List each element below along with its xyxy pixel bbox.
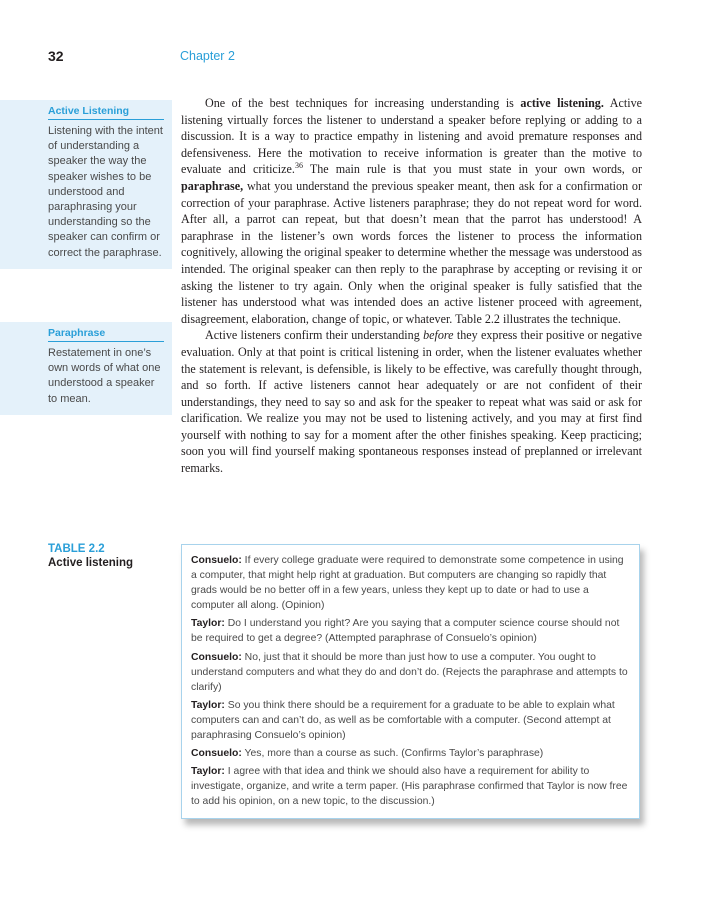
dialogue-turn bbox=[191, 698, 631, 743]
text-run: The main rule is that you must state in your own words, or bbox=[302, 162, 642, 177]
dialogue-turn bbox=[191, 764, 631, 809]
dialogue-turn bbox=[191, 616, 631, 646]
dialogue-text: No, just that it should be more than just how to use a computer. You ought to understand computers and what they do and don’t do. (Rejects the paraphrase and attempts to clarify) bbox=[191, 651, 628, 693]
margin-term: Active Listening bbox=[48, 105, 164, 120]
text-run: Active listening virtually forces the listener to understand a speaker before replying or adding to a discussion. It is a way to practice empathy in listening and avoid premature responses and defensiveness. Here the motivation to receive information is greater than the motive to evaluate and criticize. bbox=[181, 96, 642, 177]
speaker-name: Consuelo: bbox=[191, 555, 242, 566]
key-term-active-listening: active listening. bbox=[520, 96, 604, 110]
table-number: TABLE 2.2 bbox=[48, 543, 105, 555]
speaker-name: Consuelo: bbox=[191, 651, 242, 663]
margin-definition: Listening with the intent of understanding a speaker the way the speaker wishes to be understood and paraphrasing your understanding so the speaker can confirm or correct the paraphrase. bbox=[48, 125, 163, 259]
body-paragraph bbox=[181, 327, 642, 476]
table-title: Active listening bbox=[48, 557, 133, 569]
speaker-name: Taylor: bbox=[191, 766, 225, 778]
chapter-label: Chapter 2 bbox=[180, 49, 235, 63]
speaker-name: Taylor: bbox=[191, 618, 225, 630]
body-paragraph bbox=[181, 95, 642, 327]
page-number: 32 bbox=[48, 48, 64, 64]
footnote-ref: 36 bbox=[294, 161, 303, 171]
dialogue-text: Do I understand you right? Are you saying that a computer science course should not be required to get a degree? (Attempted paraphrase of Consuelo’s opinion) bbox=[191, 618, 620, 645]
table-label bbox=[48, 543, 133, 569]
margin-note-active-listening bbox=[0, 100, 172, 269]
body-text bbox=[181, 95, 642, 477]
emphasis: before bbox=[423, 328, 454, 343]
text-run: One of the best techniques for increasing understanding is bbox=[205, 96, 521, 110]
dialogue-table bbox=[181, 544, 640, 819]
dialogue-text: If every college graduate were required to demonstrate some competence in using a computer, that might help right at graduation. But computers are changing so rapidly that grads would be no better off in a few years, unless they kept up to date or had to use a computer all along. (Opinion) bbox=[191, 555, 624, 612]
dialogue-turn bbox=[191, 746, 631, 761]
key-term-paraphrase: paraphrase, bbox=[181, 178, 244, 193]
margin-note-paraphrase bbox=[0, 322, 172, 415]
margin-definition: Restatement in one’s own words of what one understood a speaker to mean. bbox=[48, 347, 161, 405]
dialogue-text: I agree with that idea and think we should also have a requirement for ability to investigate, organize, and write a term paper. (His paraphrase confirmed that Taylor is now free to add his opinion, on a new topic, to the discussion.) bbox=[191, 766, 628, 808]
speaker-name: Consuelo: bbox=[191, 748, 242, 760]
text-run: what you understand the previous speaker meant, then ask for a confirmation or correction of your paraphrase. Active listeners paraphrase; they do not repeat word for word. After all, a parrot can repeat, but that doesn’t mean that the parrot has understood! A paraphrase in the listener’s own words forces the listener to process the information cognitively, allowing the original speaker to determine whether the message was understood as intended. The original speaker can then reply to the paraphrase by accepting or revising it or asking the listener to try again. Only when the original speaker is fully satisfied that the listener has understood what was intended does an active listener proceed with agreement, disagreement, elaboration, change of topic, or whatever. Table 2.2 illustrates the technique. bbox=[181, 178, 642, 326]
text-run: Active listeners confirm their understanding bbox=[205, 328, 424, 343]
dialogue-text: Yes, more than a course as such. (Confirms Taylor’s paraphrase) bbox=[241, 748, 544, 760]
speaker-name: Taylor: bbox=[191, 699, 225, 711]
text-run: they express their positive or negative evaluation. Only at that point is critical listening in order, when the listener evaluates whether the statement is relevant, is defensible, is likely to be effective, was carefully thought through, and so forth. If active listeners cannot hear adequately or are not confident of their understandings, they need to say so and ask for the speaker to repeat what was said or ask for clarification. We realize you may not be used to listening actively, and you may at first find yourself with nothing to say for a moment after the other finishes speaking. Keep practicing; soon you will find yourself making spontaneous responses instead of preplanned or irrelevant remarks. bbox=[181, 328, 642, 476]
margin-term: Paraphrase bbox=[48, 327, 164, 342]
dialogue-turn bbox=[191, 650, 631, 695]
dialogue-turn bbox=[191, 553, 631, 613]
dialogue-text: So you think there should be a requirement for a graduate to be able to explain what computers can and can’t do, as well as be comfortable with a computer. (Second attempt at paraphrasing Consuelo’s opinion) bbox=[191, 699, 615, 742]
